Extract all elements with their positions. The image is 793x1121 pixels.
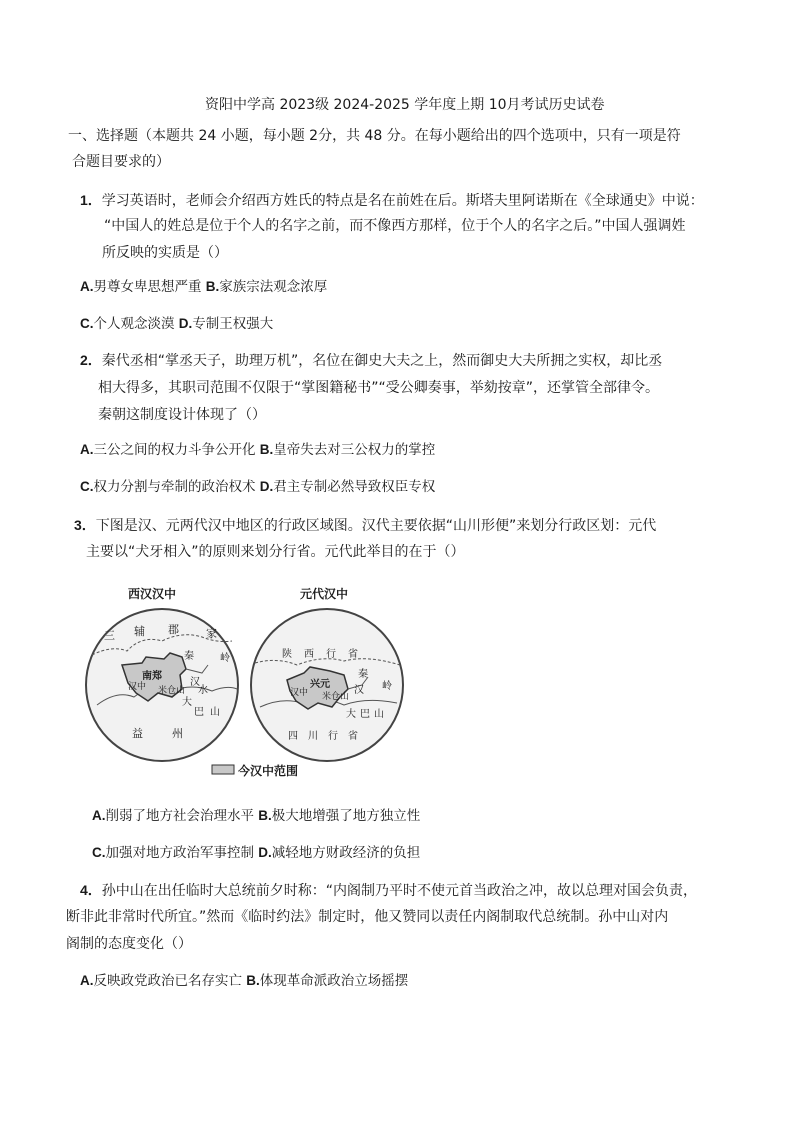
option-c-text[interactable]: 权力分割与牵制的政治权术 xyxy=(93,479,256,495)
question-text: 相大得多，其职司范围不仅限于“掌图籍秘书”“受公卿奏事，举劾按章”，还掌管全部律令。 xyxy=(98,380,660,396)
map-left-title: 西汉汉中 xyxy=(128,587,177,601)
question-number: 1． xyxy=(80,192,102,208)
question-text: 孙中山在出任临时大总统前夕时称：“内阁制乃平时不使元首当政治之冲，故以总理对国会负责， xyxy=(101,883,698,899)
map-label: 巴 xyxy=(194,707,204,718)
option-b-letter[interactable]: B. xyxy=(258,808,272,823)
map-label: 汉 xyxy=(354,685,364,696)
map-label: 岭 xyxy=(382,681,392,692)
question-text: 秦朝这制度设计体现了（） xyxy=(98,407,266,423)
map-label: 山 xyxy=(374,709,384,720)
map-right-title: 元代汉中 xyxy=(300,587,349,601)
map-label: 川 xyxy=(308,731,318,742)
option-c-text[interactable]: 个人观念淡漠 xyxy=(93,316,175,332)
map-figure xyxy=(82,585,412,785)
map-label: 汉中 xyxy=(290,688,309,698)
question-number: 3． xyxy=(74,517,96,533)
question-text: 秦代丞相“掌丞天子，助理万机”，名位在御史大夫之上，然而御史大夫所拥之实权，却比丞 xyxy=(101,353,663,369)
map-label: 兴元 xyxy=(310,679,330,690)
options-row xyxy=(80,440,435,460)
map-label: 秦 xyxy=(184,651,194,662)
option-c-letter[interactable]: C. xyxy=(80,316,94,331)
option-b-letter[interactable]: B. xyxy=(246,973,260,988)
map-label: 行 xyxy=(326,649,336,660)
section-header-line2: 合题目要求的） xyxy=(72,154,170,170)
question-text: 学习英语时，老师会介绍西方姓氏的特点是名在前姓在后。斯塔夫里阿诺斯在《全球通史》中说： xyxy=(101,193,704,209)
option-b-text[interactable]: 皇帝失去对三公权力的掌控 xyxy=(273,442,436,458)
question-text: 阁制的态度变化（） xyxy=(66,936,192,952)
question-text: “中国人的姓总是位于个人的名字之前，而不像西方那样，位于个人的名字之后。”中国人强调姓 xyxy=(104,218,686,234)
option-a-text[interactable]: 削弱了地方社会治理水平 xyxy=(105,808,254,824)
options-row xyxy=(80,277,327,297)
option-a-letter[interactable]: A. xyxy=(92,808,106,823)
option-d-letter[interactable]: D. xyxy=(258,845,272,860)
map-label: 大 xyxy=(346,709,356,720)
map-label: 省 xyxy=(348,649,358,660)
map-label: 汉 xyxy=(190,677,200,688)
map-label: 汉中 xyxy=(128,682,147,692)
map-label: 米仓山 xyxy=(158,686,186,696)
option-c-letter[interactable]: C. xyxy=(92,845,106,860)
map-label: 南郑 xyxy=(142,671,162,682)
option-d-text[interactable]: 专制王权强大 xyxy=(192,316,274,332)
exam-title: 资阳中学高 2023级 2024-2025 学年度上期 10月考试历史试卷 xyxy=(205,97,605,113)
map-label: 郡 xyxy=(168,623,179,636)
map-label: 陕 xyxy=(282,649,292,660)
option-b-text[interactable]: 家族宗法观念浓厚 xyxy=(219,279,328,295)
section-header-line1: 一、选择题（本题共 24 小题，每小题 2分，共 48 分。在每小题给出的四个选项中，只有一项是符 xyxy=(68,128,681,144)
option-c-text[interactable]: 加强对地方政治军事控制 xyxy=(105,845,254,861)
map-label: 辅 xyxy=(134,625,145,638)
question-text: 下图是汉、元两代汉中地区的行政区域图。汉代主要依据“山川形便”来划分行政区划：元代 xyxy=(95,518,657,534)
option-b-text[interactable]: 极大地增强了地方独立性 xyxy=(271,808,421,824)
question-text: 所反映的实质是（） xyxy=(102,245,228,261)
option-d-text[interactable]: 减轻地方财政经济的负担 xyxy=(271,845,421,861)
map-label: 家 xyxy=(206,627,217,640)
map-label: 大 xyxy=(182,697,192,708)
map-label: 山 xyxy=(210,707,220,718)
map-label: 米仓山 xyxy=(322,692,350,702)
option-a-text[interactable]: 男尊女卑思想严重 xyxy=(93,279,202,295)
question-number: 2． xyxy=(80,352,102,368)
map-legend-label: 今汉中范围 xyxy=(238,764,299,778)
options-row xyxy=(80,971,408,991)
option-a-letter[interactable]: A. xyxy=(80,973,94,988)
map-label: 省 xyxy=(348,731,358,742)
option-d-text[interactable]: 君主专制必然导致权臣专权 xyxy=(273,479,436,495)
options-row xyxy=(80,477,435,497)
option-a-letter[interactable]: A. xyxy=(80,279,94,294)
map-label: 州 xyxy=(172,727,183,740)
option-a-letter[interactable]: A. xyxy=(80,442,94,457)
question-text: 主要以“犬牙相入”的原则来划分行省。元代此举目的在于（） xyxy=(86,544,465,560)
option-a-text[interactable]: 三公之间的权力斗争公开化 xyxy=(93,442,256,458)
map-label: 西 xyxy=(304,649,314,660)
map-label: 行 xyxy=(328,731,338,742)
options-row xyxy=(92,843,420,863)
options-row xyxy=(92,806,420,826)
option-c-letter[interactable]: C. xyxy=(80,479,94,494)
option-a-text[interactable]: 反映政党政治已名存实亡 xyxy=(93,973,242,989)
map-label: 四 xyxy=(288,731,298,742)
question-text: 断非此非常时代所宜。”然而《临时约法》制定时，他又赞同以责任内阁制取代总统制。孙中山对内 xyxy=(66,909,669,925)
map-label: 岭 xyxy=(220,653,230,664)
map-label: 水 xyxy=(198,685,208,696)
map-label: 秦 xyxy=(358,669,368,680)
option-d-letter[interactable]: D. xyxy=(178,316,193,331)
map-label: 巴 xyxy=(360,709,370,720)
option-d-letter[interactable]: D. xyxy=(259,479,274,494)
question-number: 4． xyxy=(80,882,102,898)
option-b-text[interactable]: 体现革命派政治立场摇摆 xyxy=(259,973,409,989)
map-label: 三 xyxy=(104,629,115,642)
option-b-letter[interactable]: B. xyxy=(205,279,220,294)
map-label: 益 xyxy=(132,727,143,740)
option-b-letter[interactable]: B. xyxy=(259,442,274,457)
options-row xyxy=(80,314,273,334)
